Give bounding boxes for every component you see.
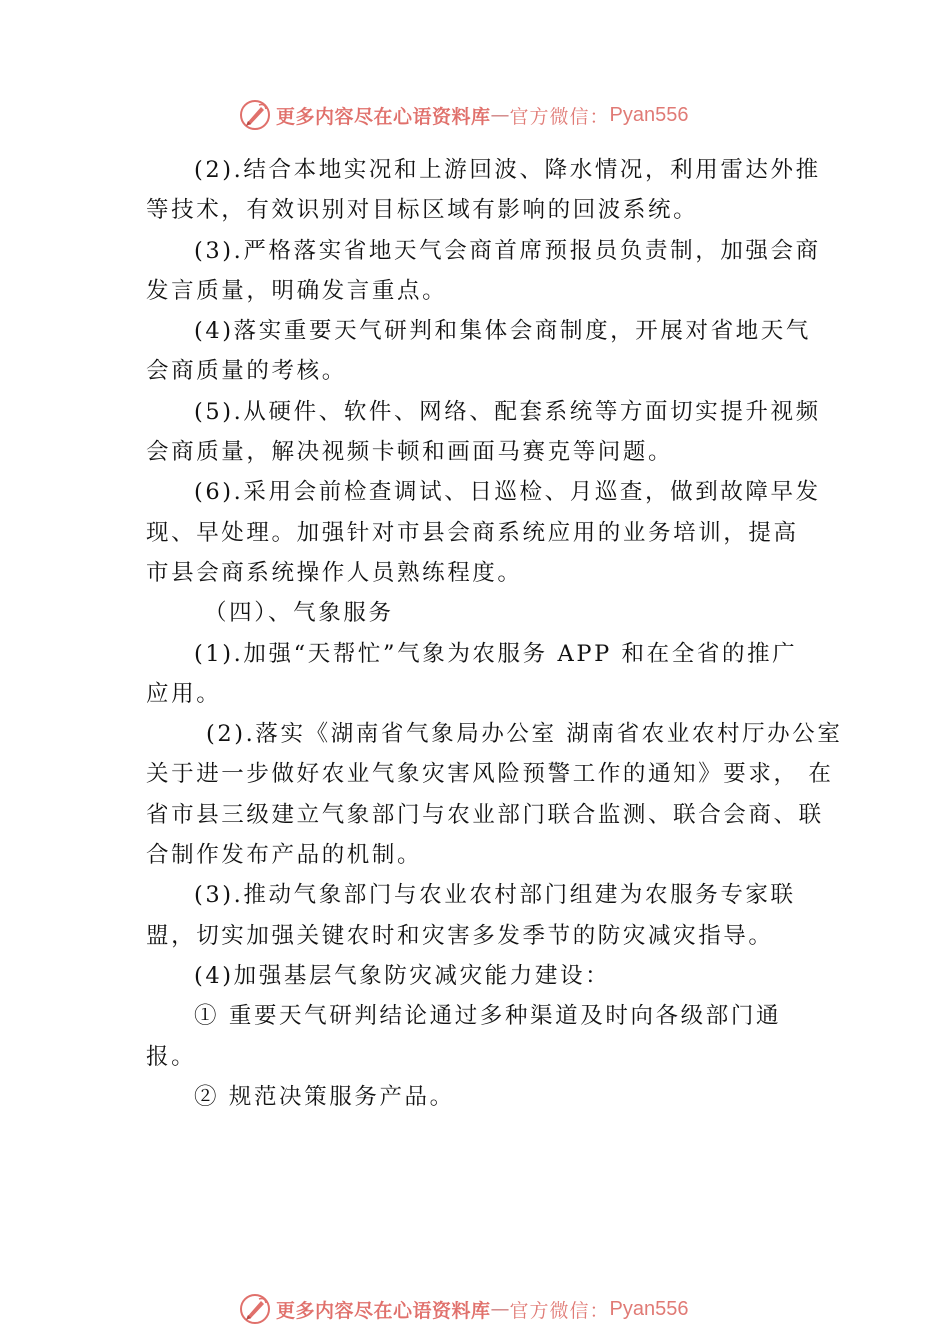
watermark-wechat-id: Pyan556 bbox=[609, 1297, 689, 1320]
watermark-footer bbox=[238, 1292, 689, 1326]
pen-logo-icon bbox=[238, 1292, 272, 1326]
document-body bbox=[146, 150, 843, 1117]
text-line: 等技术，有效识别对目标区域有影响的回波系统。 bbox=[146, 197, 699, 224]
text-line: (3).严格落实省地天气会商首席预报员负责制，加强会商 bbox=[194, 237, 821, 264]
text-line: 省市县三级建立气象部门与农业部门联合监测、联合会商、联 bbox=[146, 801, 824, 828]
text-line: (4)落实重要天气研判和集体会商制度，开展对省地天气 bbox=[194, 318, 811, 345]
text-line: ② 规范决策服务产品。 bbox=[194, 1083, 455, 1110]
text-line: 应用。 bbox=[146, 680, 222, 707]
text-line: 合制作发布产品的机制。 bbox=[146, 842, 423, 869]
text-line: 发言质量，明确发言重点。 bbox=[146, 277, 448, 304]
text-line: 关于进一步做好农业气象灾害风险预警工作的通知》要求， 在 bbox=[146, 761, 834, 788]
watermark-separator: — bbox=[490, 1298, 510, 1320]
text-line: (1).加强“天帮忙”气象为农服务 APP 和在全省的推广 bbox=[194, 640, 798, 667]
text-line: 会商质量的考核。 bbox=[146, 358, 347, 385]
text-line: 市县会商系统操作人员熟练程度。 bbox=[146, 559, 523, 586]
text-line: 会商质量，解决视频卡顿和画面马赛克等问题。 bbox=[146, 439, 674, 466]
text-line: (6).采用会前检查调试、日巡检、月巡查，做到故障早发 bbox=[194, 479, 821, 506]
text-line: 报。 bbox=[146, 1043, 197, 1070]
section-heading: （四）、气象服务 bbox=[204, 600, 394, 627]
text-line: 现、早处理。加强针对市县会商系统应用的业务培训，提高 bbox=[146, 519, 799, 546]
watermark-text: 更多内容尽在心语资料库 bbox=[276, 105, 491, 128]
text-line: (2).落实《湖南省气象局办公室 湖南省农业农村厅办公室 bbox=[206, 721, 843, 748]
text-line: (5).从硬件、软件、网络、配套系统等方面切实提升视频 bbox=[194, 398, 821, 425]
watermark-text: 更多内容尽在心语资料库 bbox=[276, 1299, 491, 1322]
text-line: (2).结合本地实况和上游回波、降水情况，利用雷达外推 bbox=[194, 157, 821, 183]
watermark-separator: — bbox=[490, 104, 510, 126]
watermark-header bbox=[238, 98, 689, 132]
watermark-official-label: 官方微信： bbox=[509, 1299, 610, 1322]
watermark-wechat-id: Pyan556 bbox=[609, 103, 689, 126]
watermark-official-label: 官方微信： bbox=[509, 105, 610, 128]
text-line: 盟，切实加强关键农时和灾害多发季节的防灾减灾指导。 bbox=[146, 922, 774, 949]
text-line: (4)加强基层气象防灾减灾能力建设： bbox=[194, 962, 611, 989]
pen-logo-icon bbox=[238, 98, 272, 132]
text-line: ① 重要天气研判结论通过多种渠道及时向各级部门通 bbox=[194, 1003, 782, 1030]
text-line: (3).推动气象部门与农业农村部门组建为农服务专家联 bbox=[194, 882, 796, 909]
